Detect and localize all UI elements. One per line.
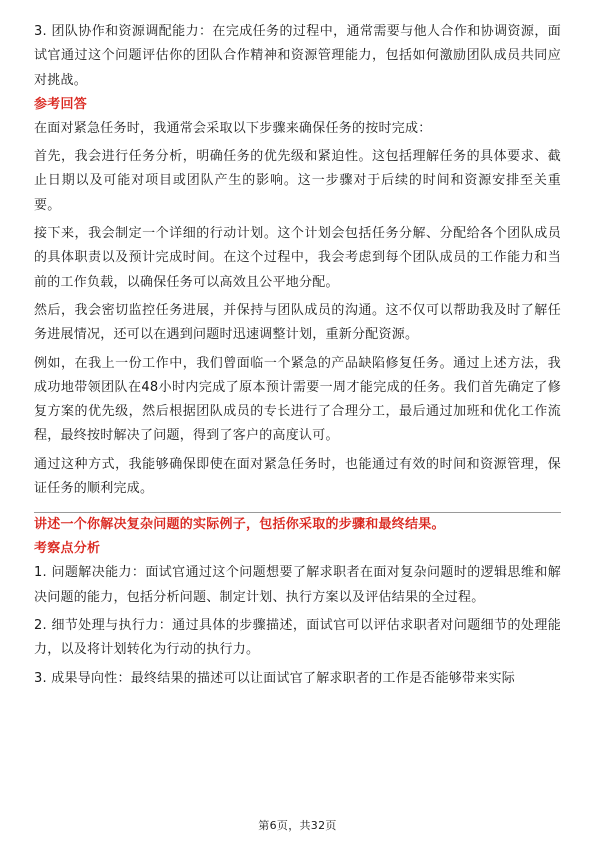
answer-paragraph-4: 然后，我会密切监控任务进展，并保持与团队成员的沟通。这不仅可以帮助我及时了解任务进展情况，还可以在遇到问题时迅速调整计划，重新分配资源。 [34,302,561,343]
answer-paragraph-2: 首先，我会进行任务分析，明确任务的优先级和紧迫性。这包括理解任务的具体要求、截止日期以及可能对项目或团队产生的影响。这一步骤对于后续的时间和资源安排至关重要。 [34,149,561,213]
page-footer: 第6页，共32页 [258,819,337,832]
analysis-heading: 考察点分析 [34,541,101,557]
analysis-item-1: 1. 问题解决能力：面试官通过这个问题想要了解求职者在面对复杂问题时的逻辑思维和解决问题的能力，包括分析问题、制定计划、执行方案以及评估结果的全过程。 [34,565,561,605]
answer-paragraph-1: 在面对紧急任务时，我通常会采取以下步骤来确保任务的按时完成： [34,120,432,136]
analysis-item-3: 3. 成果导向性：最终结果的描述可以让面试官了解求职者的工作是否能够带来实际 [34,670,516,686]
question-title: 讲述一个你解决复杂问题的实际例子，包括你采取的步骤和最终结果。 [34,517,445,533]
answer-paragraph-3: 接下来，我会制定一个详细的行动计划。这个计划会包括任务分解、分配给各个团队成员的具体职责以及预计完成时间。在这个过程中，我会考虑到每个团队成员的工作能力和当前的工作负载，以确保任务可以高效且公平地分配。 [34,226,561,290]
answer-paragraph-5: 例如，在我上一份工作中，我们曾面临一个紧急的产品缺陷修复任务。通过上述方法，我成功地带领团队在48小时内完成了原本预计需要一周才能完成的任务。我们首先确定了修复方案的优先级，然后根据团队成员的专长进行了合理分工，最后通过加班和优化工作流程，最终按时解决了问题，得到了客户的高度认可。 [34,355,561,444]
intro-item-3: 3. 团队协作和资源调配能力：在完成任务的过程中，通常需要与他人合作和协调资源，面试官通过这个问题评估你的团队合作精神和资源管理能力，包括如何激励团队成员共同应对挑战。 [34,24,561,88]
analysis-item-2: 2. 细节处理与执行力：通过具体的步骤描述，面试官可以评估求职者对问题细节的处理能力，以及将计划转化为行动的执行力。 [34,617,561,658]
reference-answer-heading: 参考回答 [34,96,88,112]
answer-paragraph-6: 通过这种方式，我能够确保即使在面对紧急任务时，也能通过有效的时间和资源管理，保证任务的顺利完成。 [34,456,561,497]
document-page [34,20,561,691]
